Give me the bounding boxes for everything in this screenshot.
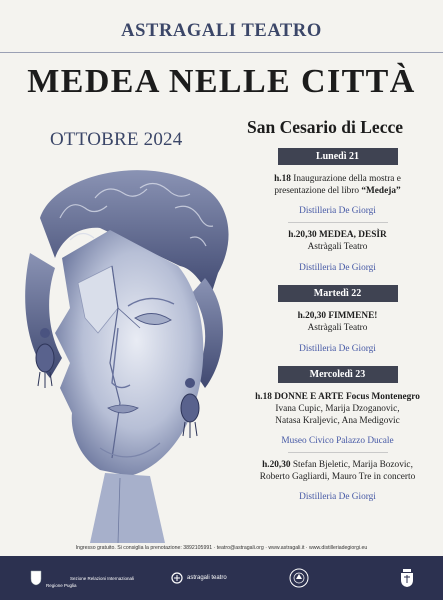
footer-info: Ingresso gratuito. Si consiglia la prenotazione: 3892105991 · teatro@astragali.org · www.astragali.it · www.distilleriadegiorgi.eu	[75, 545, 368, 551]
relazioni-caption: Sezione Relazioni Internazionali	[70, 575, 135, 581]
municipal-seal-logo	[288, 556, 310, 600]
event-title: Stefan Bjeletic, Marija Bozovic, Roberto Gagliardi, Mauro Tre in concerto	[259, 460, 416, 482]
event-time: h.18	[255, 392, 272, 402]
event-item	[255, 173, 420, 197]
event-time: h.20,30	[262, 460, 291, 470]
event-title: DONNE E ARTE Focus Montenegro	[271, 392, 420, 402]
event-time: h.18	[274, 174, 291, 184]
divider	[288, 452, 388, 453]
comune-crest-logo	[400, 556, 414, 600]
event-venue: Distilleria De Giorgi	[299, 344, 376, 354]
relazioni-logo	[70, 556, 134, 600]
day-header: Mercoledì 23	[278, 366, 398, 383]
astragali-mark-icon	[170, 571, 184, 585]
event-venue: Distilleria De Giorgi	[299, 263, 376, 273]
town-label: San Cesario di Lecce	[246, 117, 404, 137]
event-performer: Astràgali Teatro	[307, 323, 368, 333]
event-venue: Museo Civico Palazzo Ducale	[281, 436, 394, 446]
event-artists: Ivana Cupic, Marija Dzoganovic,	[275, 404, 400, 414]
sponsor-footer	[0, 556, 443, 600]
medea-statue-image	[0, 158, 250, 548]
event-title: FIMMENE!	[326, 311, 378, 321]
event-venue: Distilleria De Giorgi	[299, 492, 376, 502]
month-label: OTTOBRE 2024	[50, 129, 183, 150]
regione-puglia-caption: Regione Puglia	[46, 582, 77, 588]
company-name: ASTRAGALI TEATRO	[121, 21, 322, 41]
event-item	[255, 310, 420, 322]
header-rule	[0, 52, 443, 53]
divider	[288, 222, 388, 223]
event-item	[255, 229, 420, 241]
event-item	[255, 391, 420, 403]
page-title: MEDEA NELLE CITTÀ	[27, 63, 416, 100]
event-title: Inaugurazione della mostra e presentazione del libro	[274, 174, 401, 196]
event-item	[255, 459, 420, 483]
astragali-caption: astragali teatro	[187, 574, 227, 581]
crest-icon	[400, 568, 414, 588]
day-header: Lunedì 21	[278, 148, 398, 165]
event-performer: Astràgali Teatro	[307, 242, 368, 252]
schedule	[255, 148, 420, 502]
event-book-title: “Medeja”	[361, 186, 401, 196]
event-time: h.20,30	[297, 311, 327, 321]
event-time: h.20,30	[288, 230, 317, 240]
seal-icon	[288, 567, 310, 589]
shield-icon	[30, 570, 42, 586]
day-header: Martedì 22	[278, 285, 398, 302]
event-title: MEDEA, DESÌR	[316, 230, 387, 240]
event-artists: Natasa Kraljevic, Ana Medigovic	[275, 416, 400, 426]
astragali-logo	[170, 556, 227, 600]
event-venue: Distilleria De Giorgi	[299, 206, 376, 216]
